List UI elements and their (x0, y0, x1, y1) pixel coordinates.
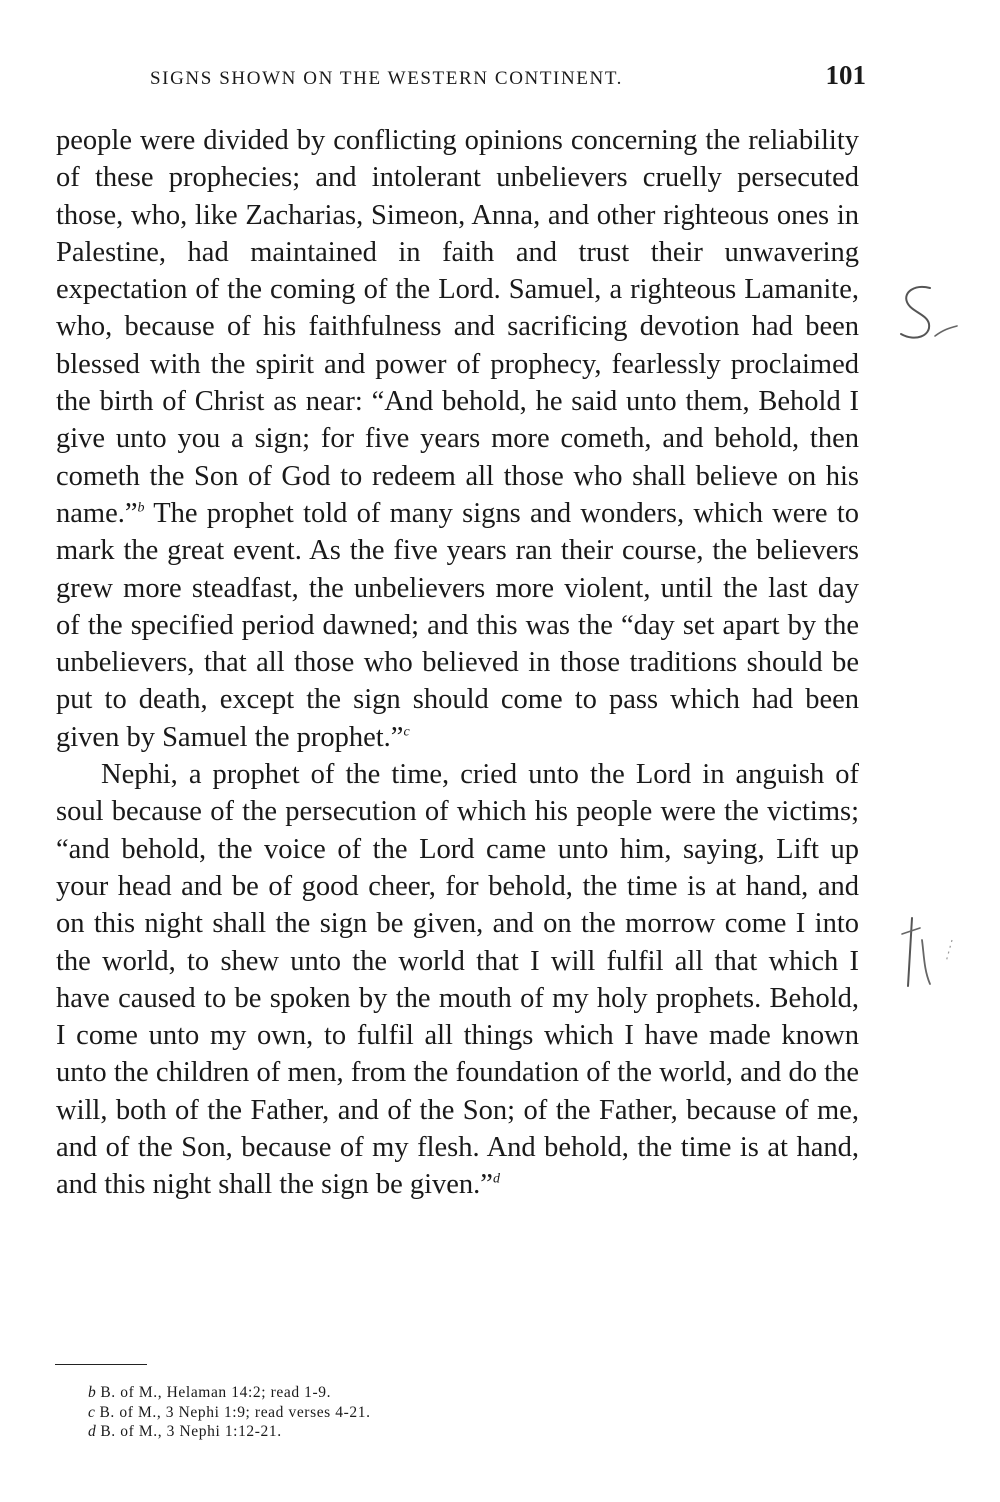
footnote-text: B. of M., 3 Nephi 1:9; read verses 4-21. (99, 1403, 371, 1421)
page-number: 101 (825, 60, 866, 90)
footnote-ref-b: b (137, 500, 145, 516)
footnote-mark: b (88, 1384, 97, 1401)
footnote-ref-d: d (492, 1171, 500, 1187)
footnote-divider (55, 1364, 147, 1365)
body-text (56, 122, 859, 1204)
margin-handwriting-lower (890, 910, 980, 1000)
page-header (150, 60, 866, 91)
paragraph-2-text: Nephi, a prophet of the time, cried unto the Lord in anguish of soul because of the persecution of which his people were the victims; “and behold, the voice of the Lord came unto him, saying, Lift up your head and be of good cheer, for behold, the time is at hand, and on this night shall the sign be given, and on the morrow come I into the world, to shew unto the world that I will fulfil all that which I have caused to be spoken by the mouth of my holy prophets. Behold, I come unto my own, to fulfil all things which I have made known unto the children of men, from the foundation of the world, and do the will, both of the Father, and of the Son; of the Father, because of me, and of the Son, because of my flesh. And behold, the time is at hand, and this night shall the sign be given.” (56, 759, 859, 1201)
footnote-c (88, 1403, 688, 1423)
footnote-text: B. of M., Helaman 14:2; read 1-9. (100, 1384, 332, 1401)
margin-handwriting-upper (885, 280, 975, 360)
footnote-d (88, 1422, 688, 1442)
running-title: SIGNS SHOWN ON THE WESTERN CONTINENT. (150, 68, 623, 89)
footnote-text: B. of M., 3 Nephi 1:12-21. (100, 1423, 282, 1440)
paragraph-2 (56, 756, 859, 1204)
footnotes (88, 1383, 688, 1442)
paragraph-1-text: people were divided by conflicting opinions concerning the reliability of these prophecies; and intolerant unbelievers cruelly persecuted those, who, like Zacharias, Simeon, Anna, and other righteous ones in Palestine, had maintained in faith and trust their unwavering expectation of the coming of the Lord. Samuel, a righteous Lamanite, who, because of his faithfulness and sacrificing devotion had been blessed with the spirit and power of prophecy, fearlessly proclaimed the birth of Christ as near: “And behold, he said unto them, Behold I give unto you a sign; for five years more cometh, and behold, then cometh the Son of God to redeem all those who shall believe on his name.” (56, 125, 859, 529)
footnote-mark: c (88, 1403, 96, 1421)
paragraph-1 (56, 122, 859, 756)
footnote-b (88, 1383, 688, 1403)
footnote-ref-c: c (403, 724, 410, 740)
footnote-mark: d (88, 1423, 97, 1440)
paragraph-1-text-continued: The prophet told of many signs and wonders, which were to mark the great event. As the five years ran their course, the believers grew more steadfast, the unbelievers more violent, until the last day of the specified period dawned; and this was the “day set apart by the unbelievers, that all those who believed in those traditions should be put to death, except the sign should come to pass which had been given by Samuel the prophet.” (56, 497, 859, 753)
